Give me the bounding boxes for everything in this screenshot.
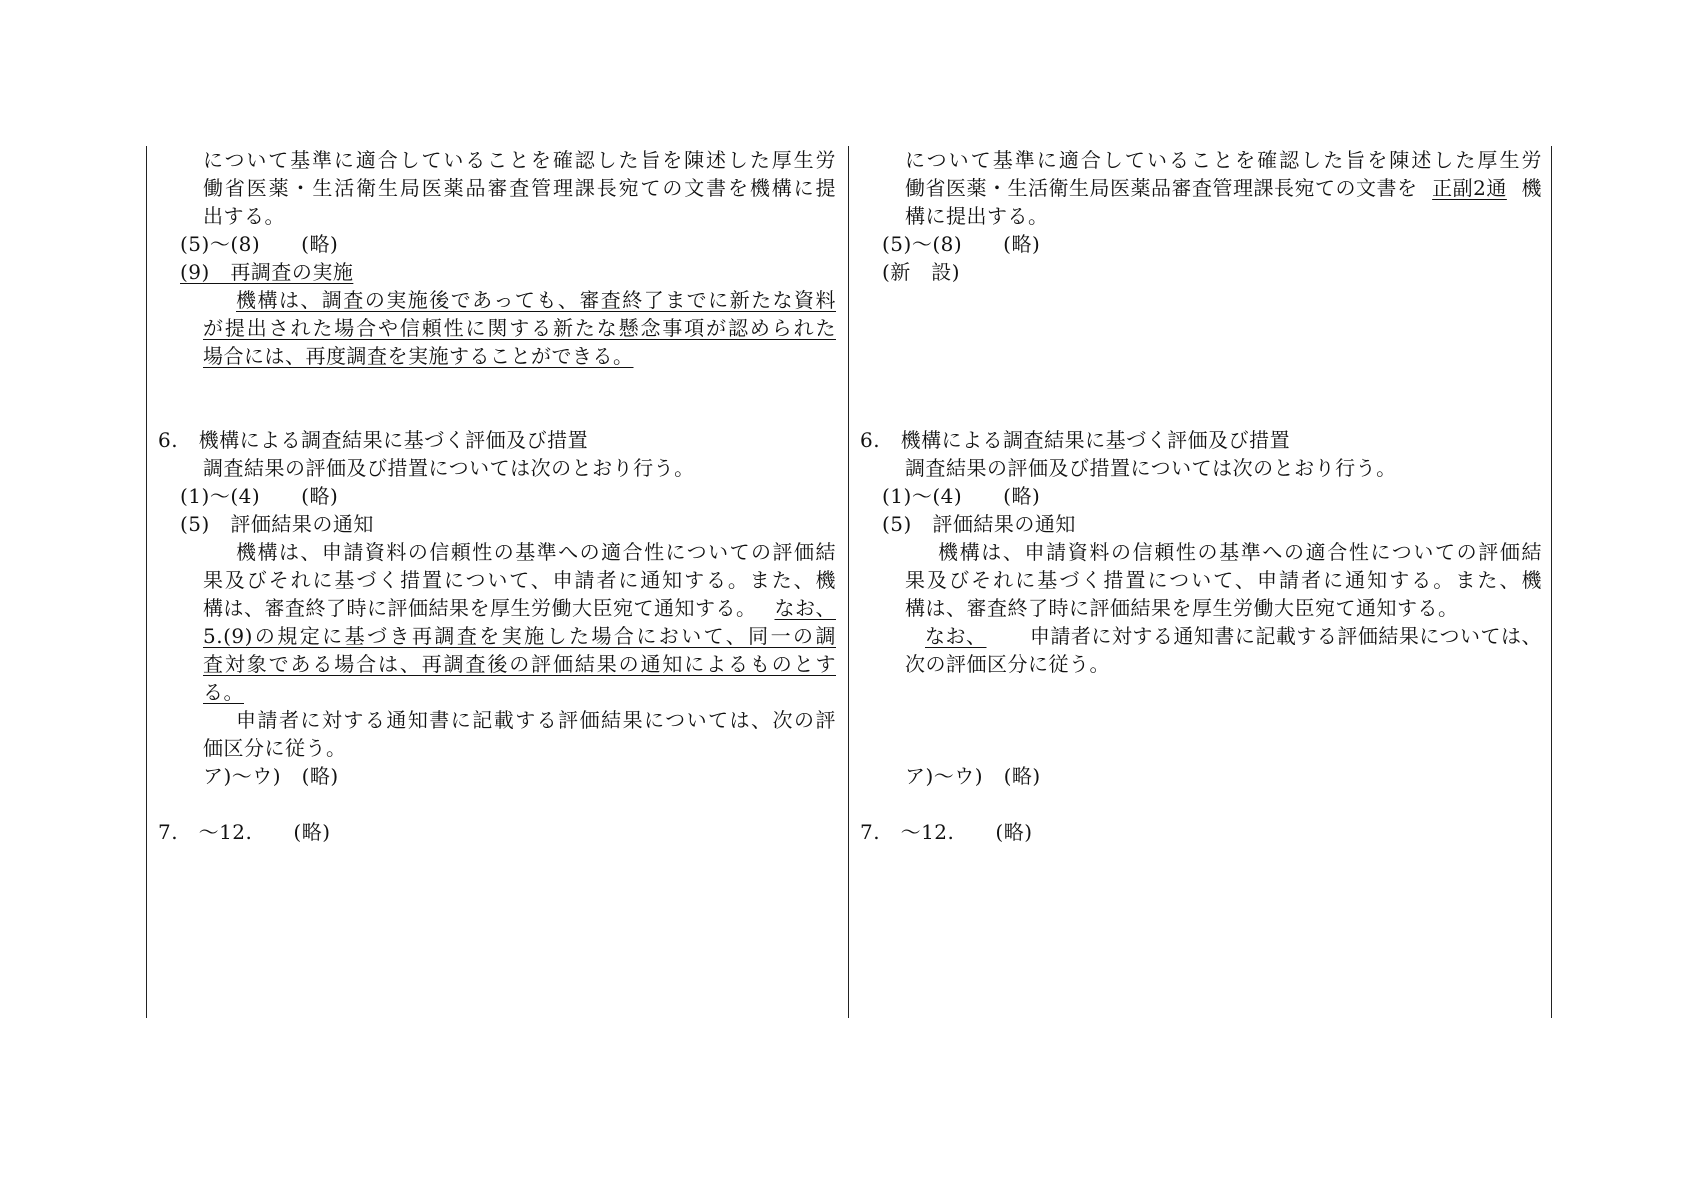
paragraph-line: 申請者に対する通知書に記載する評価結果については、次の評: [236, 708, 836, 732]
paragraph-line: 価区分に従う。: [203, 736, 347, 760]
item-a-u: ア)～ウ) (略): [905, 764, 1041, 788]
item-a-u: ア)～ウ) (略): [203, 764, 339, 788]
paragraph-line: について基準に適合していることを確認した旨を陳述した厚生労: [905, 148, 1542, 172]
paragraph-line: が提出された場合や信頼性に関する新たな懸念事項が認められた: [203, 316, 836, 340]
paragraph-line: 次の評価区分に従う。: [905, 652, 1110, 676]
changed-text: なお、: [925, 624, 987, 648]
paragraph-line: [203, 594, 836, 622]
paragraph-line: 構に提出する。: [905, 204, 1049, 228]
section-7-12: 7. ～12. (略): [158, 820, 331, 844]
paragraph-line: [905, 174, 1542, 202]
item-5-heading: (5) 評価結果の通知: [180, 512, 374, 536]
item-1-4: (1)～(4) (略): [882, 484, 1041, 508]
section-6-title: 6. 機構による調査結果に基づく評価及び措置: [860, 428, 1291, 452]
text-span: 働省医薬・生活衛生局医薬品審査管理課長宛ての文書を: [905, 176, 1418, 200]
right-border: [1551, 146, 1552, 1018]
paragraph-line: 機構は、申請資料の信頼性の基準への適合性についての評価結: [236, 540, 836, 564]
paragraph-line: 出する。: [203, 204, 285, 228]
paragraph-line: 査対象である場合は、再調査後の評価結果の通知によるものとす: [203, 652, 836, 676]
paragraph-line: 5.(9)の規定に基づき再調査を実施した場合において、同一の調: [203, 624, 836, 648]
section-6-intro: 調査結果の評価及び措置については次のとおり行う。: [905, 456, 1397, 480]
paragraph-line: [925, 622, 1542, 650]
paragraph-line: について基準に適合していることを確認した旨を陳述した厚生労: [203, 148, 836, 172]
item-9-heading: (9) 再調査の実施: [180, 260, 354, 284]
paragraph-line: 果及びそれに基づく措置について、申請者に通知する。また、機: [905, 568, 1542, 592]
paragraph-line: 場合には、再度調査を実施することができる。: [203, 344, 634, 368]
section-6-title: 6. 機構による調査結果に基づく評価及び措置: [158, 428, 589, 452]
paragraph-line: 機構は、調査の実施後であっても、審査終了までに新たな資料: [236, 288, 836, 312]
item-5-8: (5)～(8) (略): [882, 232, 1041, 256]
paragraph-line: 果及びそれに基づく措置について、申請者に通知する。また、機: [203, 568, 836, 592]
paragraph-line: る。: [203, 680, 244, 704]
section-7-12: 7. ～12. (略): [860, 820, 1033, 844]
section-6-intro: 調査結果の評価及び措置については次のとおり行う。: [203, 456, 695, 480]
added-text: なお、: [774, 596, 836, 620]
item-1-4: (1)～(4) (略): [180, 484, 339, 508]
left-border: [146, 146, 147, 1018]
new-item-placeholder: (新 設): [882, 260, 961, 284]
paragraph-line: 働省医薬・生活衛生局医薬品審査管理課長宛ての文書を機構に提: [203, 176, 836, 200]
text-span: 機: [1521, 176, 1542, 200]
item-5-8: (5)～(8) (略): [180, 232, 339, 256]
item-5-heading: (5) 評価結果の通知: [882, 512, 1076, 536]
text-span: 構は、審査終了時に評価結果を厚生労働大臣宛て通知する。: [203, 596, 757, 620]
center-divider: [848, 146, 849, 1018]
text-span: 申請者に対する通知書に記載する評価結果については、: [1029, 624, 1542, 648]
changed-text: 正副2通: [1432, 176, 1507, 200]
paragraph-line: 構は、審査終了時に評価結果を厚生労働大臣宛て通知する。: [905, 596, 1459, 620]
paragraph-line: 機構は、申請資料の信頼性の基準への適合性についての評価結: [938, 540, 1542, 564]
